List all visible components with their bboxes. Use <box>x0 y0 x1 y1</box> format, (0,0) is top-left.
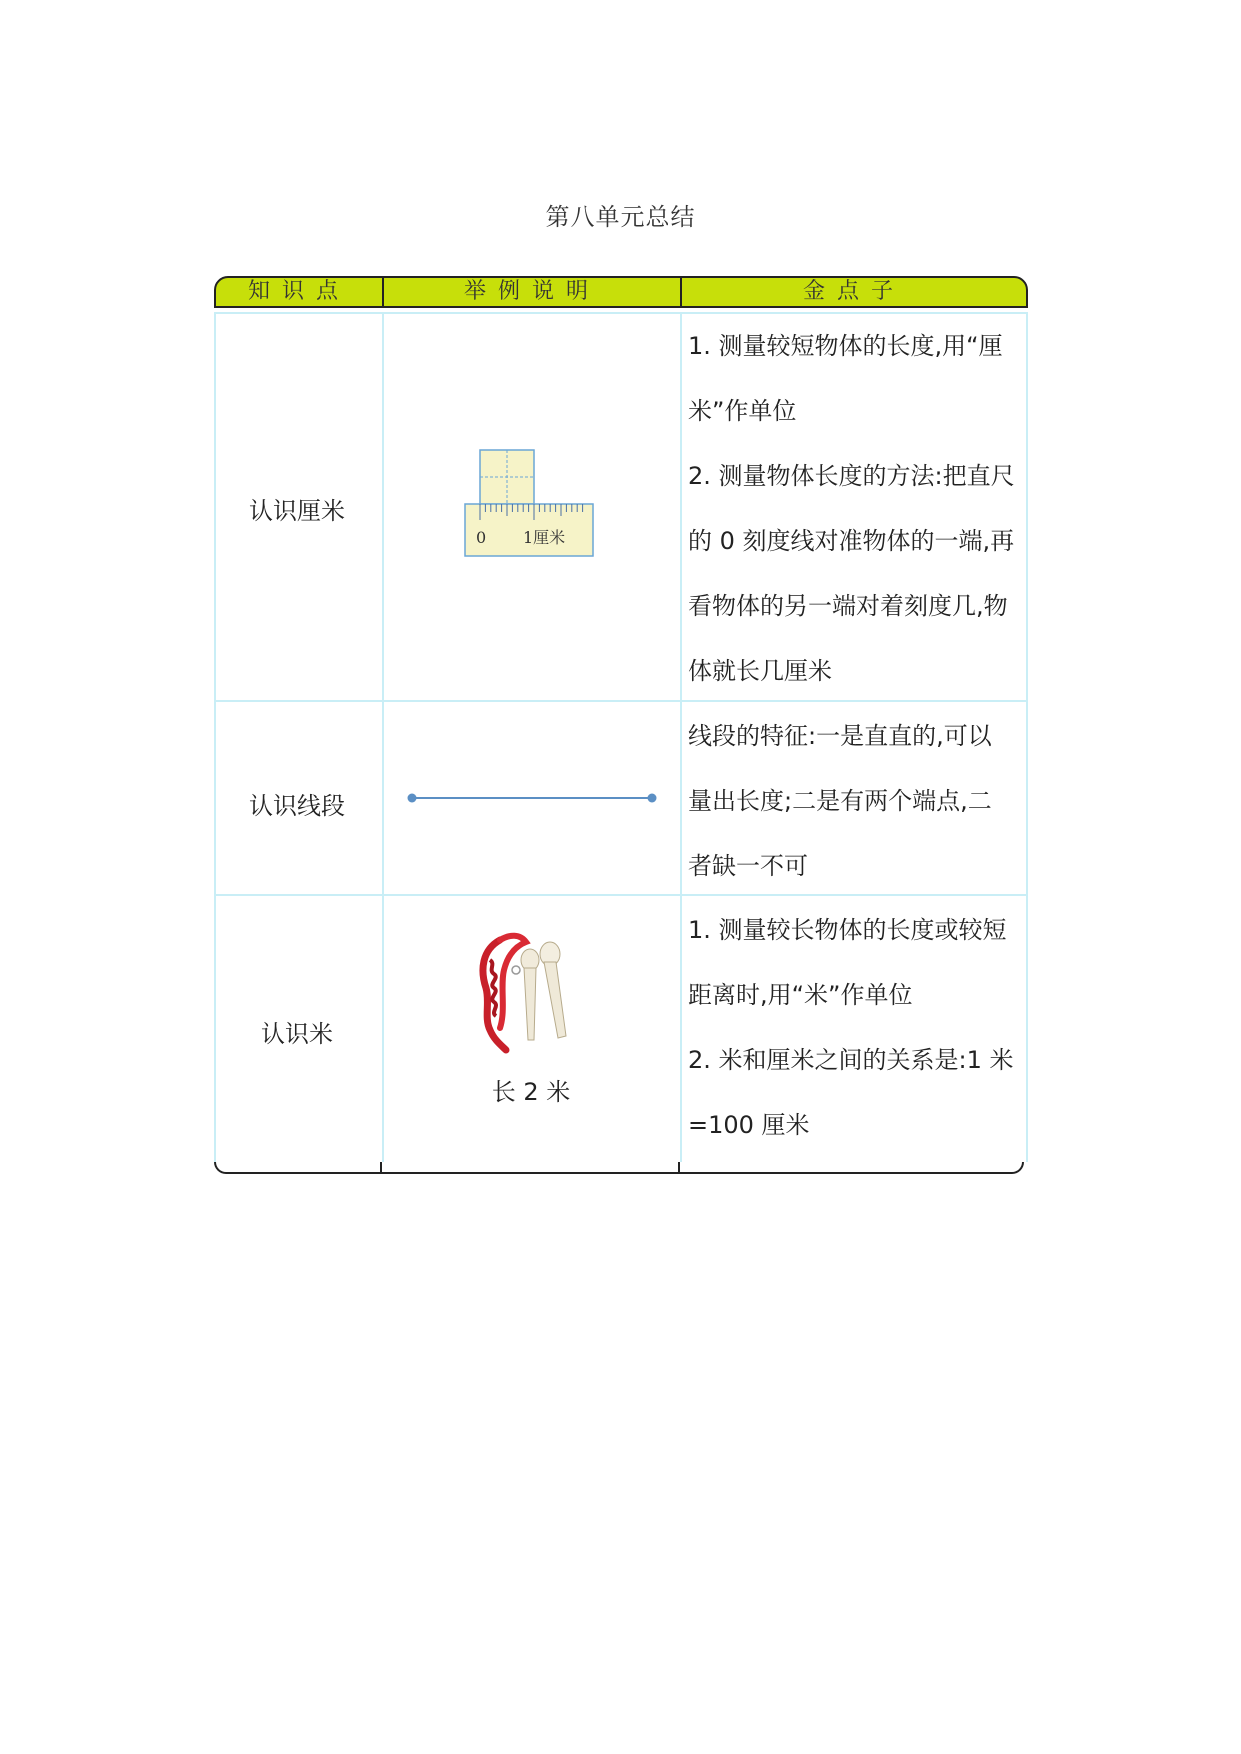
tip-line: 2. 测量物体长度的方法:把直尺 <box>688 462 1015 490</box>
ruler-zero-label: 0 <box>476 528 487 547</box>
page-title: 第八单元总结 <box>545 203 696 231</box>
tip-line: 1. 测量较长物体的长度或较短 <box>688 916 1007 944</box>
topic-meter: 认识米 <box>261 1020 333 1048</box>
ruler-illustration <box>464 448 596 558</box>
tip-line: 体就长几厘米 <box>688 657 832 685</box>
footer-tick <box>678 1162 680 1174</box>
rope-length-caption: 长 2 米 <box>491 1078 571 1106</box>
tip-line: 米”作单位 <box>688 397 797 425</box>
table-footer <box>214 1162 1024 1174</box>
tip-line: 者缺一不可 <box>688 852 808 880</box>
tip-line: 的 0 刻度线对准物体的一端,再 <box>688 527 1015 555</box>
tip-line: =100 厘米 <box>688 1111 810 1139</box>
tip-line: 1. 测量较短物体的长度,用“厘 <box>688 332 1003 360</box>
ruler-one-cm-label: 1厘米 <box>523 528 566 547</box>
header-tips: 金点子 <box>802 279 905 304</box>
grid-line <box>382 312 384 1162</box>
header-knowledge-point: 知识点 <box>247 279 350 304</box>
topic-centimeter: 认识厘米 <box>249 497 345 525</box>
line-segment-illustration <box>404 788 660 808</box>
tip-line: 量出长度;二是有两个端点,二 <box>688 787 992 815</box>
tip-line: 2. 米和厘米之间的关系是:1 米 <box>688 1046 1014 1074</box>
tip-line: 距离时,用“米”作单位 <box>688 981 913 1009</box>
jump-rope-illustration <box>476 930 586 1054</box>
jump-rope-icon <box>476 930 586 1054</box>
footer-tick <box>380 1162 382 1174</box>
tips-centimeter <box>688 314 1028 704</box>
line-segment-icon <box>404 788 660 808</box>
tips-line-segment <box>688 704 1028 899</box>
tip-line: 线段的特征:一是直直的,可以 <box>688 722 992 750</box>
tip-line: 看物体的另一端对着刻度几,物 <box>688 592 1008 620</box>
header-examples: 举例说明 <box>463 279 600 304</box>
tips-meter <box>688 898 1028 1158</box>
ruler-icon <box>464 448 596 558</box>
table-header <box>214 276 1028 308</box>
topic-line-segment: 认识线段 <box>249 792 345 820</box>
summary-table <box>214 276 1028 1177</box>
grid-line <box>680 312 682 1162</box>
